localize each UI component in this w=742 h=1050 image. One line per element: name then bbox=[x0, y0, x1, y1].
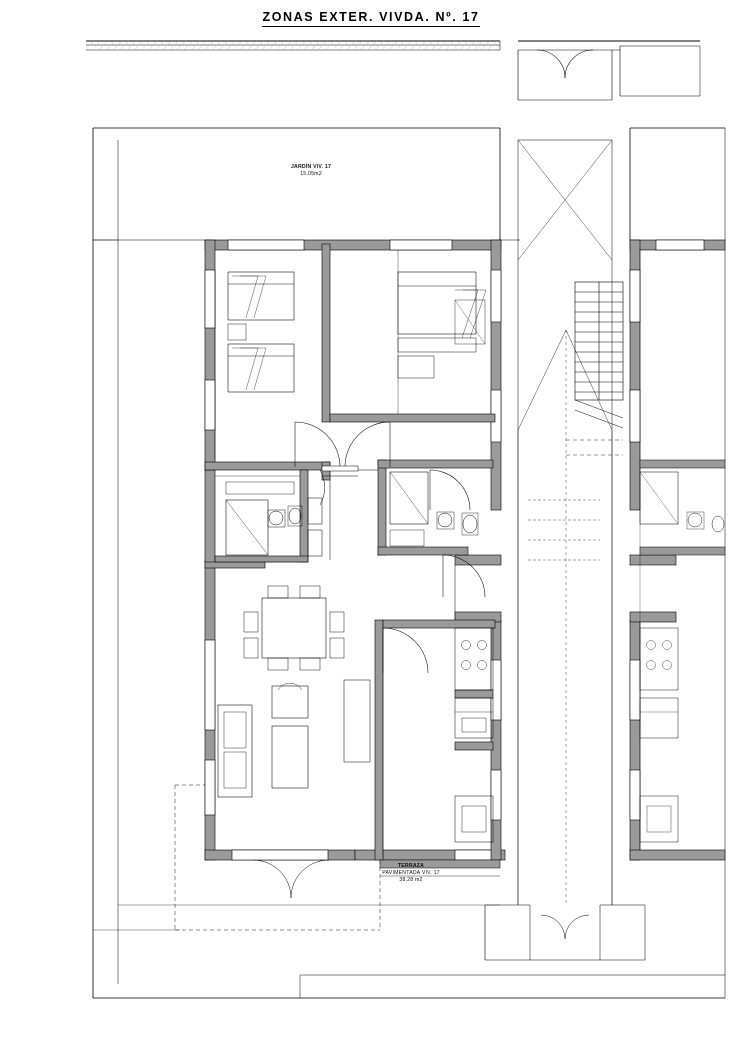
garden-label-line2: 15.05m2 bbox=[300, 171, 322, 178]
terrace-label-line2: PAVIMENTADA VIV. 17 bbox=[382, 870, 440, 877]
terrace-label-line1: TERRAZA bbox=[397, 863, 425, 869]
terrace-label-line3: 38.28 m2 bbox=[399, 877, 423, 884]
garden-area-label bbox=[261, 164, 361, 178]
terrace-area-label bbox=[361, 863, 461, 884]
garden-label-line1: JARDÍN VIV. 17 bbox=[290, 164, 332, 170]
page-title: ZONAS EXTER. VIVDA. Nº. 17 bbox=[262, 10, 479, 27]
